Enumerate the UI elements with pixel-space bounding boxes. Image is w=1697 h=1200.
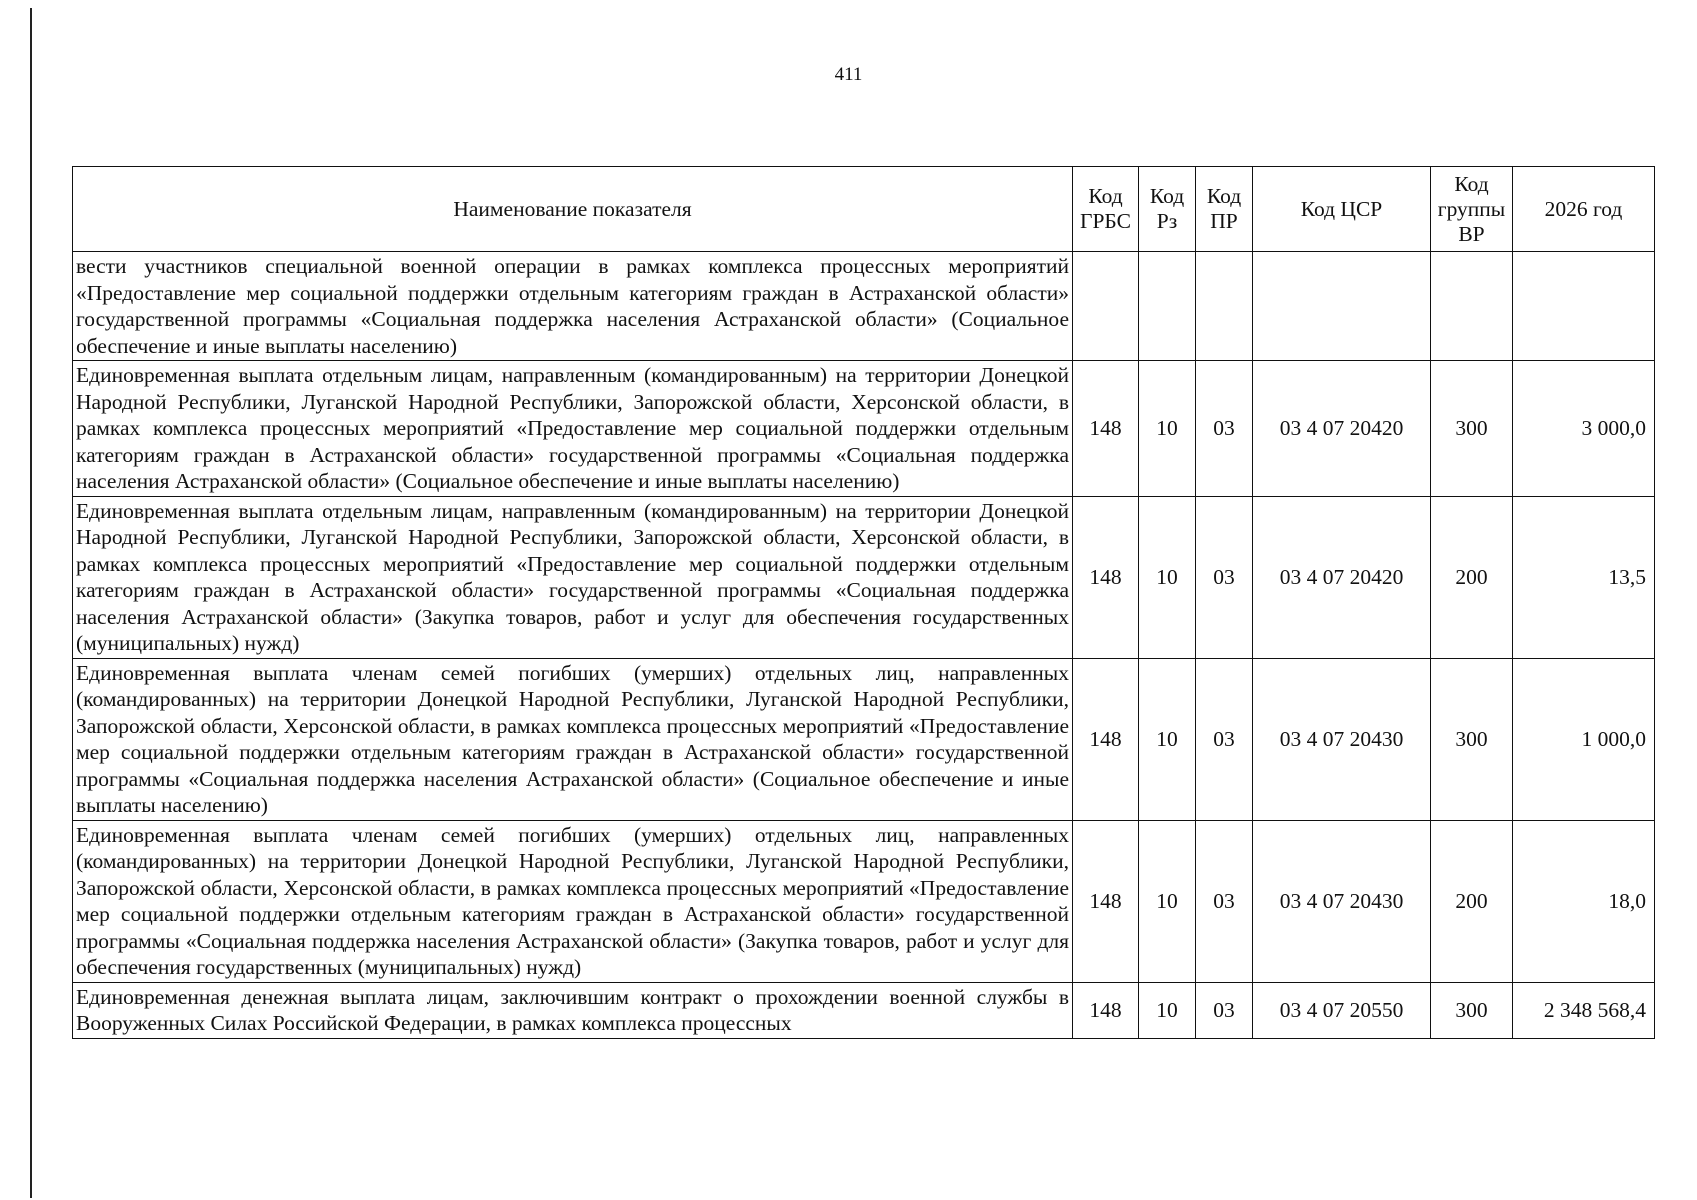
row-grbs: 148 [1073, 982, 1139, 1038]
row-csr: 03 4 07 20430 [1253, 820, 1431, 982]
row-name: Единовременная выплата отдельным лицам, направленным (командированным) на территории Донецкой Народной Республики, Луганской Народной Республики, Запорожской области, Херсонской области, в рамках комплекса процессных мероприятий «Предоставление мер социальной поддержки отдельным категориям граждан в Астраханской области» государственной программы «Социальная поддержка населения Астраханской области» (Закупка товаров, работ и услуг для обеспечения государственных (муниципальных) нужд) [73, 496, 1073, 658]
table-row [73, 496, 1655, 658]
row-grbs: 148 [1073, 361, 1139, 497]
table-row [73, 252, 1655, 361]
header-rz: Код Рз [1139, 167, 1196, 252]
row-pr: 03 [1196, 361, 1253, 497]
row-grbs: 148 [1073, 496, 1139, 658]
row-amount [1513, 252, 1655, 361]
row-amount: 13,5 [1513, 496, 1655, 658]
row-amount: 3 000,0 [1513, 361, 1655, 497]
row-amount: 2 348 568,4 [1513, 982, 1655, 1038]
row-rz: 10 [1139, 658, 1196, 820]
row-amount: 18,0 [1513, 820, 1655, 982]
binding-margin-line [30, 8, 32, 1198]
row-csr: 03 4 07 20550 [1253, 982, 1431, 1038]
row-csr [1253, 252, 1431, 361]
row-name: Единовременная выплата отдельным лицам, направленным (командированным) на территории Донецкой Народной Республики, Луганской Народной Республики, Запорожской области, Херсонской области, в рамках комплекса процессных мероприятий «Предоставление мер социальной поддержки отдельным категориям граждан в Астраханской области» государственной программы «Социальная поддержка населения Астраханской области» (Социальное обеспечение и иные выплаты населению) [73, 361, 1073, 497]
row-name: Единовременная выплата членам семей погибших (умерших) отдельных лиц, направленных (командированных) на территории Донецкой Народной Республики, Луганской Народной Республики, Запорожской области, Херсонской области, в рамках комплекса процессных мероприятий «Предоставление мер социальной поддержки отдельным категориям граждан в Астраханской области» государственной программы «Социальная поддержка населения Астраханской области» (Социальное обеспечение и иные выплаты населению) [73, 658, 1073, 820]
row-amount: 1 000,0 [1513, 658, 1655, 820]
row-pr: 03 [1196, 658, 1253, 820]
row-csr: 03 4 07 20420 [1253, 496, 1431, 658]
row-rz: 10 [1139, 361, 1196, 497]
row-name: Единовременная выплата членам семей погибших (умерших) отдельных лиц, направленных (командированных) на территории Донецкой Народной Республики, Луганской Народной Республики, Запорожской области, Херсонской области, в рамках комплекса процессных мероприятий «Предоставление мер социальной поддержки отдельным категориям граждан в Астраханской области» государственной программы «Социальная поддержка населения Астраханской области» (Закупка товаров, работ и услуг для обеспечения государственных (муниципальных) нужд) [73, 820, 1073, 982]
row-pr: 03 [1196, 982, 1253, 1038]
budget-table [72, 166, 1655, 1039]
table-row [73, 982, 1655, 1038]
header-csr: Код ЦСР [1253, 167, 1431, 252]
table-row [73, 361, 1655, 497]
row-pr [1196, 252, 1253, 361]
table-header-row [73, 167, 1655, 252]
row-rz: 10 [1139, 982, 1196, 1038]
row-vr: 300 [1431, 982, 1513, 1038]
row-csr: 03 4 07 20430 [1253, 658, 1431, 820]
header-name: Наименование показателя [73, 167, 1073, 252]
header-pr: Код ПР [1196, 167, 1253, 252]
page-number: 411 [834, 64, 863, 85]
row-grbs: 148 [1073, 658, 1139, 820]
row-grbs: 148 [1073, 820, 1139, 982]
row-vr [1431, 252, 1513, 361]
table-row [73, 658, 1655, 820]
row-pr: 03 [1196, 820, 1253, 982]
row-vr: 300 [1431, 361, 1513, 497]
header-vr: Код группы ВР [1431, 167, 1513, 252]
row-vr: 300 [1431, 658, 1513, 820]
row-vr: 200 [1431, 496, 1513, 658]
header-year: 2026 год [1513, 167, 1655, 252]
row-rz: 10 [1139, 496, 1196, 658]
row-name: Единовременная денежная выплата лицам, заключившим контракт о прохождении военной службы в Вооруженных Силах Российской Федерации, в рамках комплекса процессных [73, 982, 1073, 1038]
row-csr: 03 4 07 20420 [1253, 361, 1431, 497]
row-grbs [1073, 252, 1139, 361]
row-name: вести участников специальной военной операции в рамках комплекса процессных мероприятий «Предоставление мер социальной поддержки отдельным категориям граждан в Астраханской области» государственной программы «Социальная поддержка населения Астраханской области» (Социальное обеспечение и иные выплаты населению) [73, 252, 1073, 361]
row-rz [1139, 252, 1196, 361]
row-vr: 200 [1431, 820, 1513, 982]
table-row [73, 820, 1655, 982]
row-pr: 03 [1196, 496, 1253, 658]
header-grbs: Код ГРБС [1073, 167, 1139, 252]
row-rz: 10 [1139, 820, 1196, 982]
